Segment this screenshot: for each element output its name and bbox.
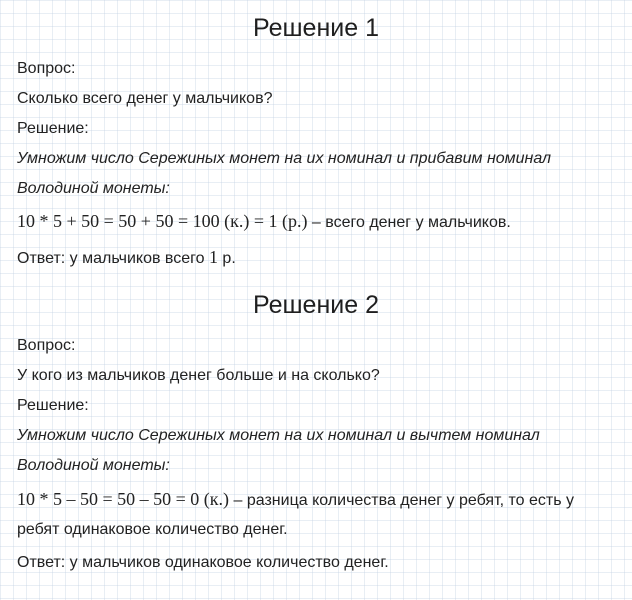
solution-2-method-line-2: Володиной монеты: [17,457,170,474]
solution-2-method-line-1: Умножим число Сережиных монет на их номинал и вычтем номинал [17,427,540,444]
solution-1-method-line-2: Володиной монеты: [17,180,170,197]
solution-1-formula-text: – всего денег у мальчиков. [307,214,511,231]
solution-1-formula-line [17,210,622,234]
solution-1-solution-label: Решение: [17,120,89,137]
solution-2-formula-continuation: ребят одинаковое количество денег. [17,521,288,538]
solution-1-answer-suffix: р. [217,250,236,267]
solution-1-question: Сколько всего денег у мальчиков? [17,90,273,107]
solution-1-answer-prefix: Ответ: у мальчиков всего [17,250,209,267]
solution-2-answer: Ответ: у мальчиков одинаковое количество денег. [17,554,389,571]
solution-1-formula: 10 * 5 + 50 = 50 + 50 = 100 (к.) = 1 (р.) [17,211,308,231]
solution-2-formula-line [17,488,622,512]
solution-2-formula: 10 * 5 – 50 = 50 – 50 = 0 (к.) [17,489,230,509]
solution-1-answer [17,246,622,270]
solution-2-title: Решение 2 [253,291,379,319]
solution-2-question-label: Вопрос: [17,337,76,354]
solution-1-title: Решение 1 [253,14,379,42]
solution-2-question: У кого из мальчиков денег больше и на сколько? [17,367,380,384]
solution-2-solution-label: Решение: [17,397,89,414]
solution-1-method-line-1: Умножим число Сережиных монет на их номинал и прибавим номинал [17,150,552,167]
solution-1-question-label: Вопрос: [17,60,76,77]
solution-1-answer-value: 1 [208,247,218,267]
solution-2-formula-text: – разница количества денег у ребят, то есть у [229,492,575,509]
